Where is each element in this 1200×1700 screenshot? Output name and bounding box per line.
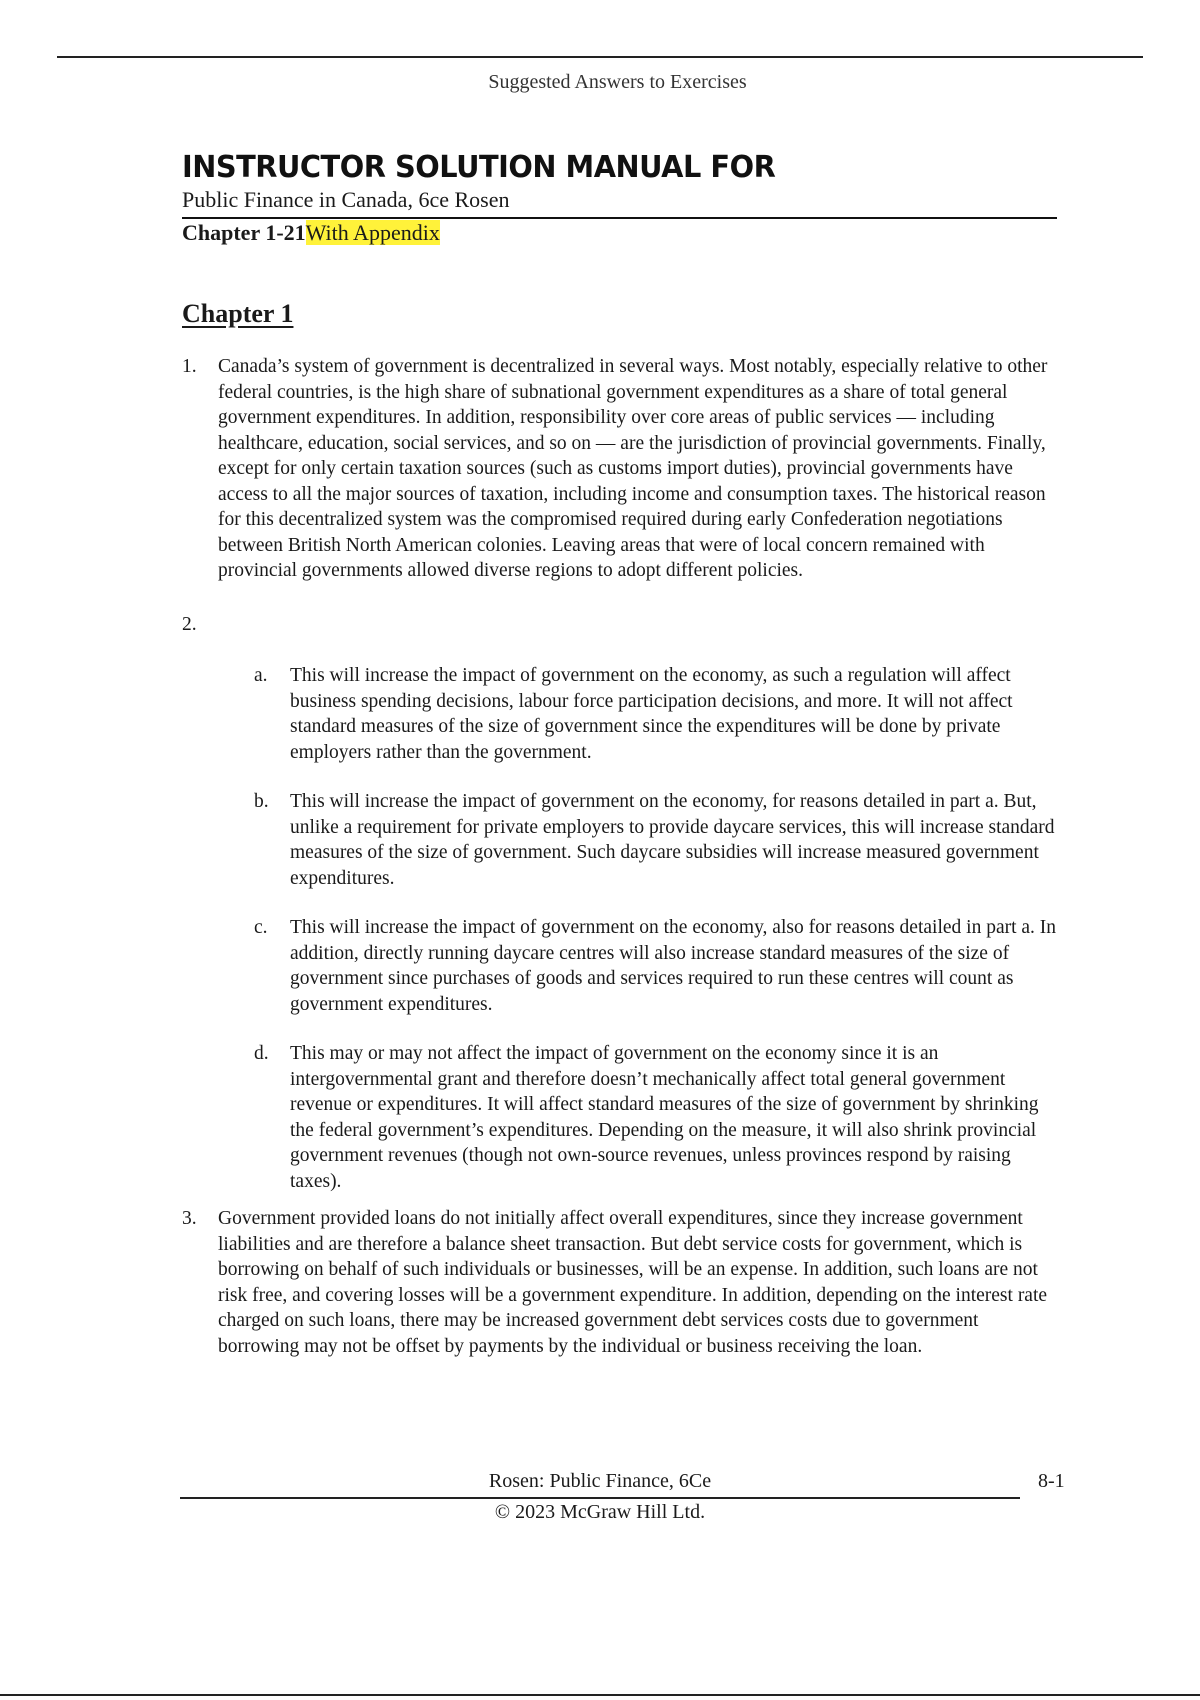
footer-rule — [180, 1497, 1020, 1499]
question-1 — [182, 354, 1057, 584]
question-2-part-a — [254, 663, 1057, 765]
page-number: 8-1 — [1038, 1470, 1065, 1492]
part-text: This will increase the impact of government on the economy, for reasons detailed in part a. But, unlike a requirement for private employers to provide daycare services, this will increase standard measures of the size of government. Such daycare subsidies will increase measured government expenditures. — [290, 791, 1055, 889]
footer-copyright: © 2023 McGraw Hill Ltd. — [494, 1501, 706, 1523]
question-number: 3. — [182, 1208, 197, 1229]
footer-book: Rosen: Public Finance, 6Ce — [488, 1470, 712, 1492]
part-letter: c. — [254, 917, 268, 938]
question-text: Government provided loans do not initially affect overall expenditures, since they increase government liabilities and are therefore a balance sheet transaction. But debt service costs for government, which is borrowing on behalf of such individuals or businesses, will be an expense. In addition, such loans are not risk free, and covering losses will be a government expenditure. In addition, depending on the interest rate charged on such loans, there may be increased government debt services costs due to government borrowing may not be offset by payments by the individual or business receiving the loan. — [218, 1208, 1048, 1357]
part-text: This may or may not affect the impact of government on the economy since it is an intergovernmental grant and therefore doesn’t mechanically affect total general government revenue or expenditures. It will affect standard measures of the size of government by shrinking the federal government’s expenditures. Depending on the measure, it will also shrink provincial government revenues (though not own-source revenues, unless provinces respond by raising taxes). — [290, 1043, 1039, 1192]
chapter-range-text: Chapter 1-21 — [182, 220, 306, 245]
part-letter: a. — [254, 665, 268, 686]
part-letter: d. — [254, 1043, 269, 1064]
chapter-range-highlight: With Appendix — [305, 220, 440, 245]
bottom-rule — [0, 1694, 1200, 1696]
part-letter: b. — [254, 791, 269, 812]
top-rule — [57, 56, 1143, 58]
question-2-part-b — [254, 789, 1057, 891]
running-head: Suggested Answers to Exercises — [488, 71, 747, 93]
question-text: Canada’s system of government is decentralized in several ways. Most notably, especially relative to other federal countries, is the high share of subnational government expenditures as a share of total general government expenditures. In addition, responsibility over core areas of public services — including healthcare, education, social services, and so on — are the jurisdiction of provincial governments. Finally, except for only certain taxation sources (such as customs import duties), provincial governments have access to all the major sources of taxation, including income and consumption taxes. The historical reason for this decentralized system was the compromised required during early Confederation negotiations between British North American colonies. Leaving areas that were of local concern remained with provincial governments allowed diverse regions to adopt different policies. — [218, 356, 1048, 581]
question-2-parts — [182, 663, 1057, 1194]
part-text: This will increase the impact of government on the economy, as such a regulation will affect business spending decisions, labour force participation decisions, and more. It will not affect standard measures of the size of government since the expenditures will be done by private employers rather than the government. — [290, 665, 1013, 763]
part-text: This will increase the impact of government on the economy, also for reasons detailed in part a. In addition, directly running daycare centres will also increase standard measures of the size of government since purchases of goods and services required to run these centres will count as government expenditures. — [290, 917, 1057, 1015]
question-2-part-d — [254, 1041, 1057, 1194]
question-2 — [182, 612, 1057, 638]
question-2-part-c — [254, 915, 1057, 1017]
manual-title: INSTRUCTOR SOLUTION MANUAL FOR — [182, 150, 776, 185]
question-number: 2. — [182, 613, 197, 635]
question-3 — [182, 1206, 1057, 1359]
question-number: 1. — [182, 356, 197, 377]
chapter-range — [182, 217, 1057, 247]
chapter-heading: Chapter 1 — [182, 299, 294, 328]
book-title: Public Finance in Canada, 6ce Rosen — [182, 187, 510, 212]
page-content — [182, 150, 1057, 1359]
